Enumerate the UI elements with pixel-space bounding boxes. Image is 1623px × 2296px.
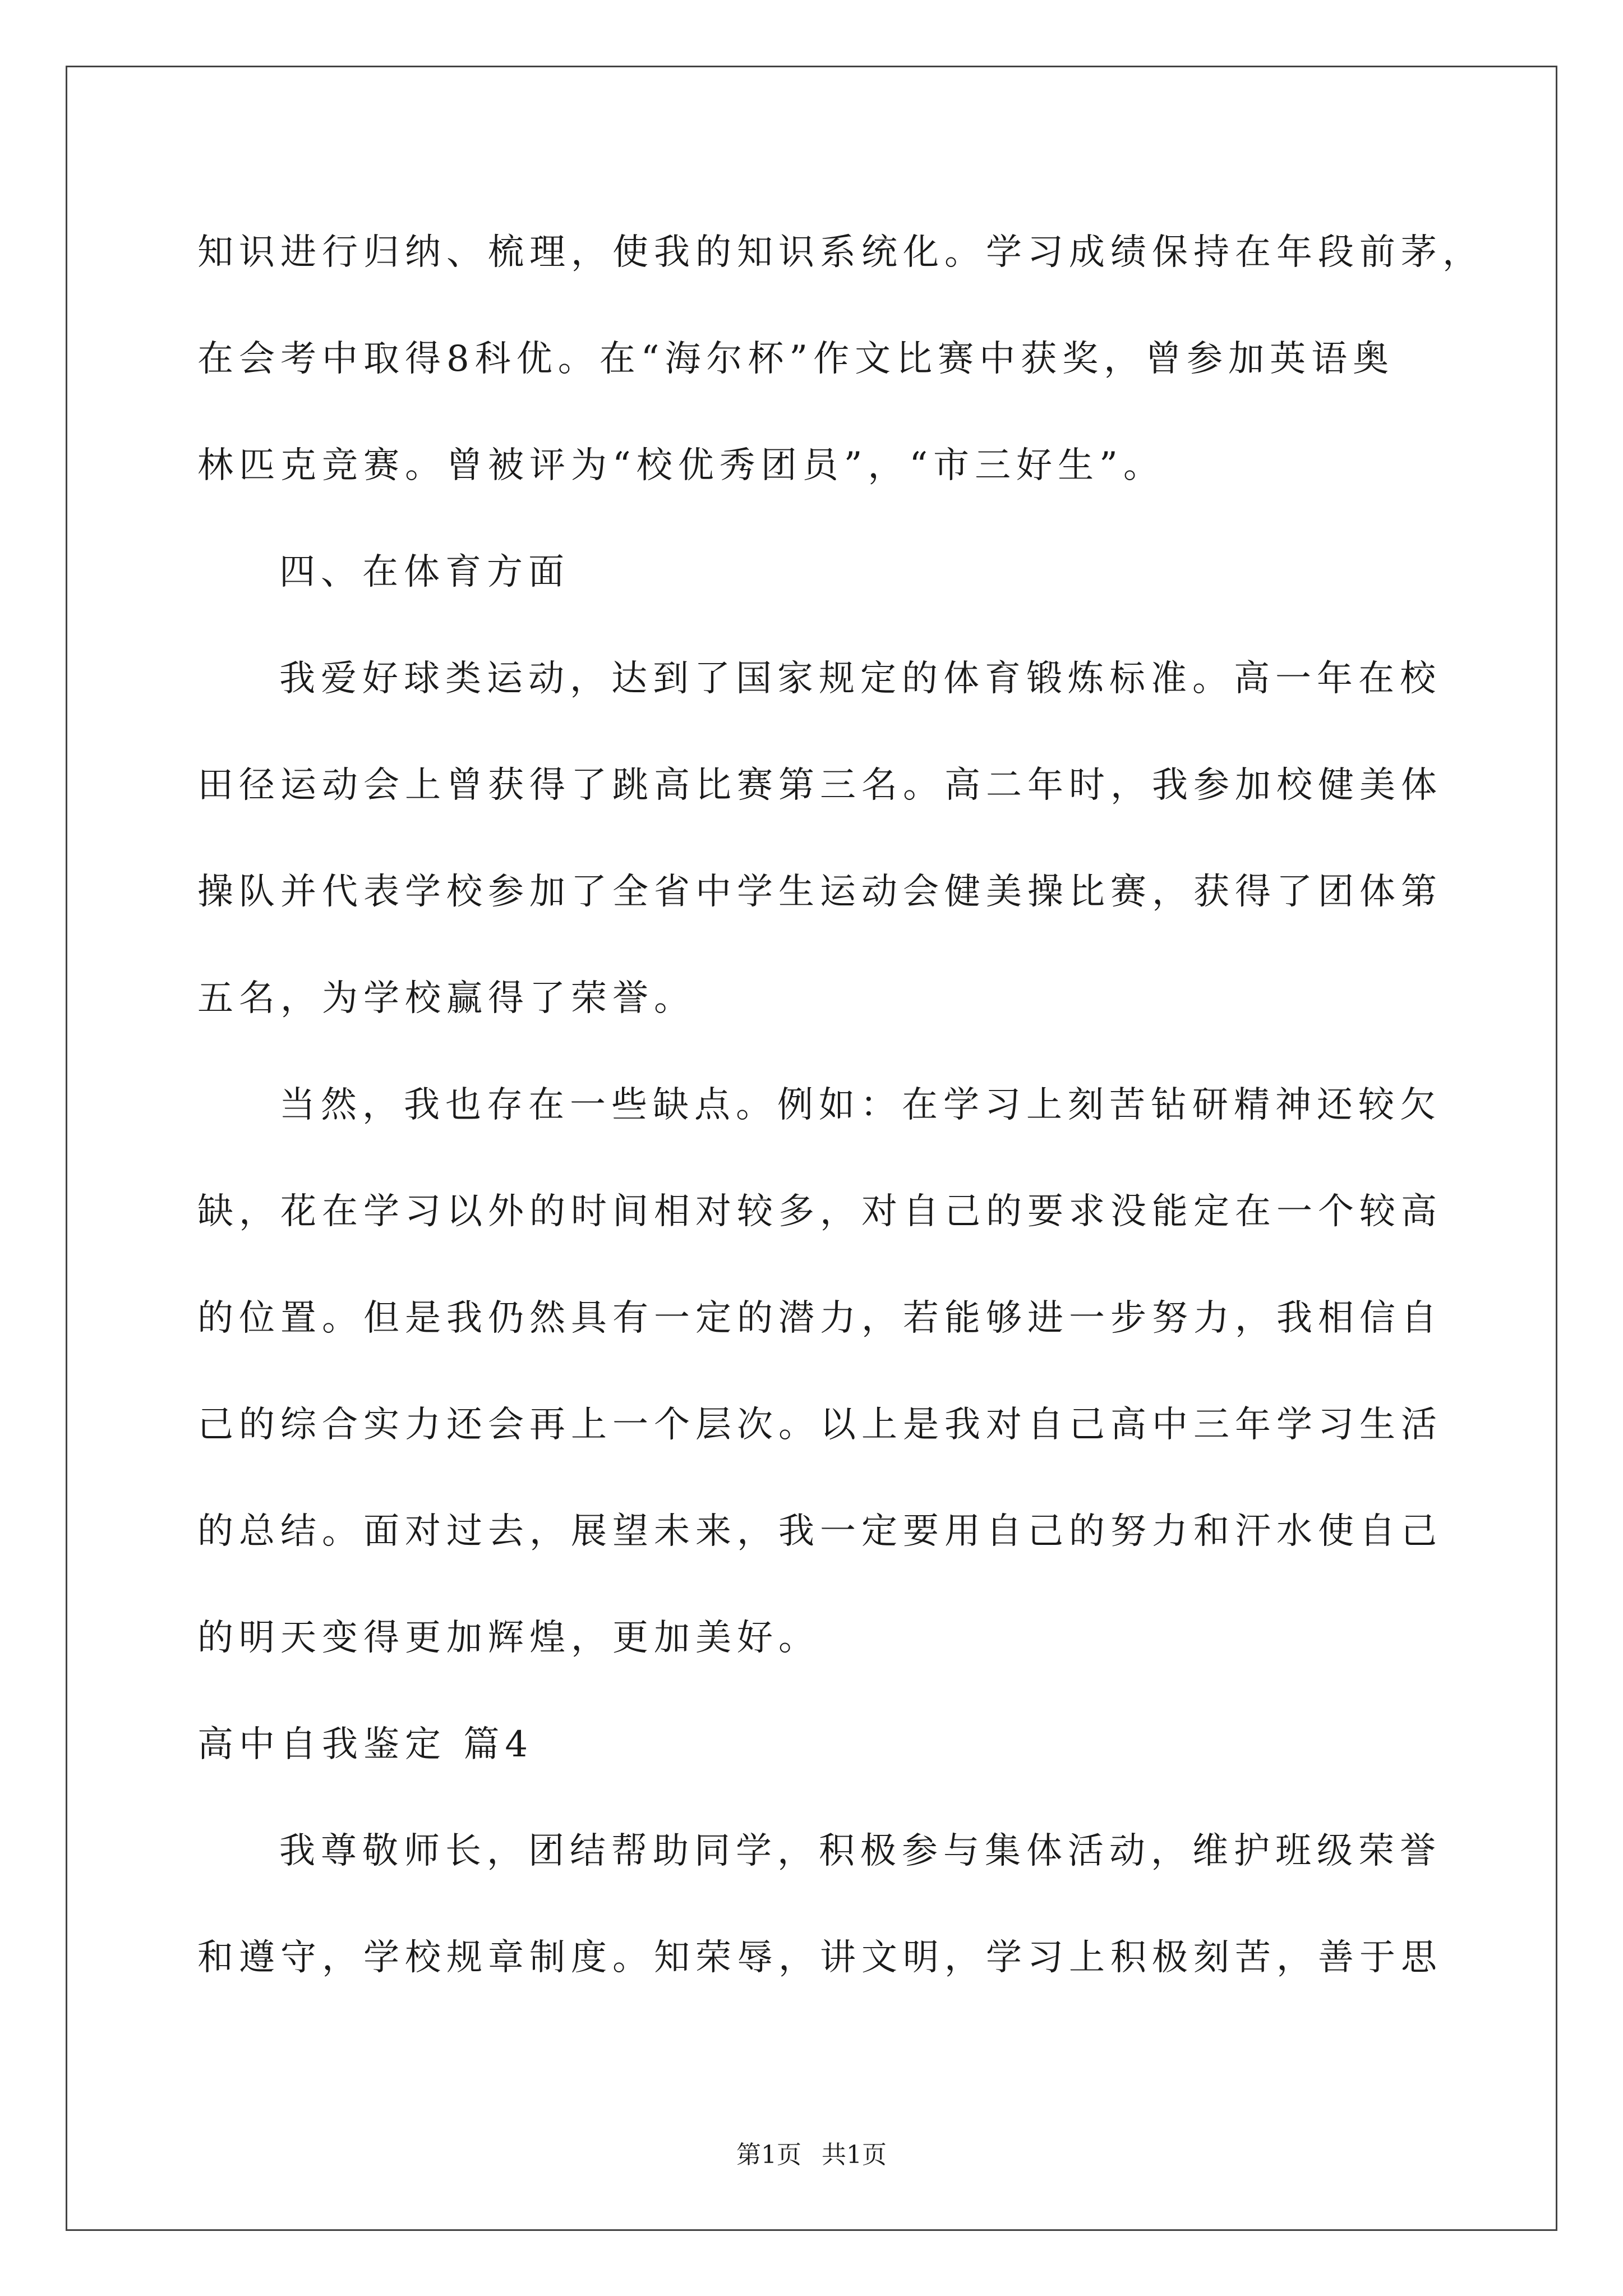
page-number: 第1页 (736, 2141, 801, 2169)
article-title: 高中自我鉴定 篇4 (197, 1724, 534, 1765)
text-line: 的总结。面对过去，展望未来，我一定要用自己的努力和汗水使自己 (197, 1511, 1442, 1552)
text-line: 知识进行归纳、梳理，使我的知识系统化。学习成绩保持在年段前茅， (197, 232, 1484, 273)
text-line: 在会考中取得8科优。在“海尔杯”作文比赛中获奖，曾参加英语奥 (197, 338, 1395, 380)
text-line: 缺，花在学习以外的时间相对较多，对自己的要求没能定在一个较高 (197, 1191, 1442, 1232)
text-line: 己的综合实力还会再上一个层次。以上是我对自己高中三年学习生活 (197, 1404, 1442, 1446)
document-body (197, 199, 1484, 2011)
text-line: 五名，为学校赢得了荣誉。 (197, 978, 695, 1019)
text-line: 和遵守，学校规章制度。知荣辱，讲文明，学习上积极刻苦，善于思 (197, 1937, 1442, 1978)
text-line: 操队并代表学校参加了全省中学生运动会健美操比赛，获得了团体第 (197, 871, 1442, 913)
text-line: 我爱好球类运动，达到了国家规定的体育锻炼标准。高一年在校 (279, 658, 1441, 700)
text-line: 我尊敬师长，团结帮助同学，积极参与集体活动，维护班级荣誉 (279, 1830, 1441, 1872)
page-total: 共1页 (822, 2141, 887, 2169)
text-line: 的位置。但是我仍然具有一定的潜力，若能够进一步努力，我相信自 (197, 1297, 1442, 1339)
page-footer (0, 2138, 1623, 2172)
text-line: 田径运动会上曾获得了跳高比赛第三名。高二年时，我参加校健美体 (197, 765, 1442, 806)
section-heading: 四、在体育方面 (279, 551, 570, 593)
text-line: 林匹克竞赛。曾被评为“校优秀团员”，“市三好生”。 (197, 445, 1165, 486)
text-line: 当然，我也存在一些缺点。例如：在学习上刻苦钻研精神还较欠 (279, 1084, 1441, 1126)
text-line: 的明天变得更加辉煌，更加美好。 (197, 1617, 820, 1659)
